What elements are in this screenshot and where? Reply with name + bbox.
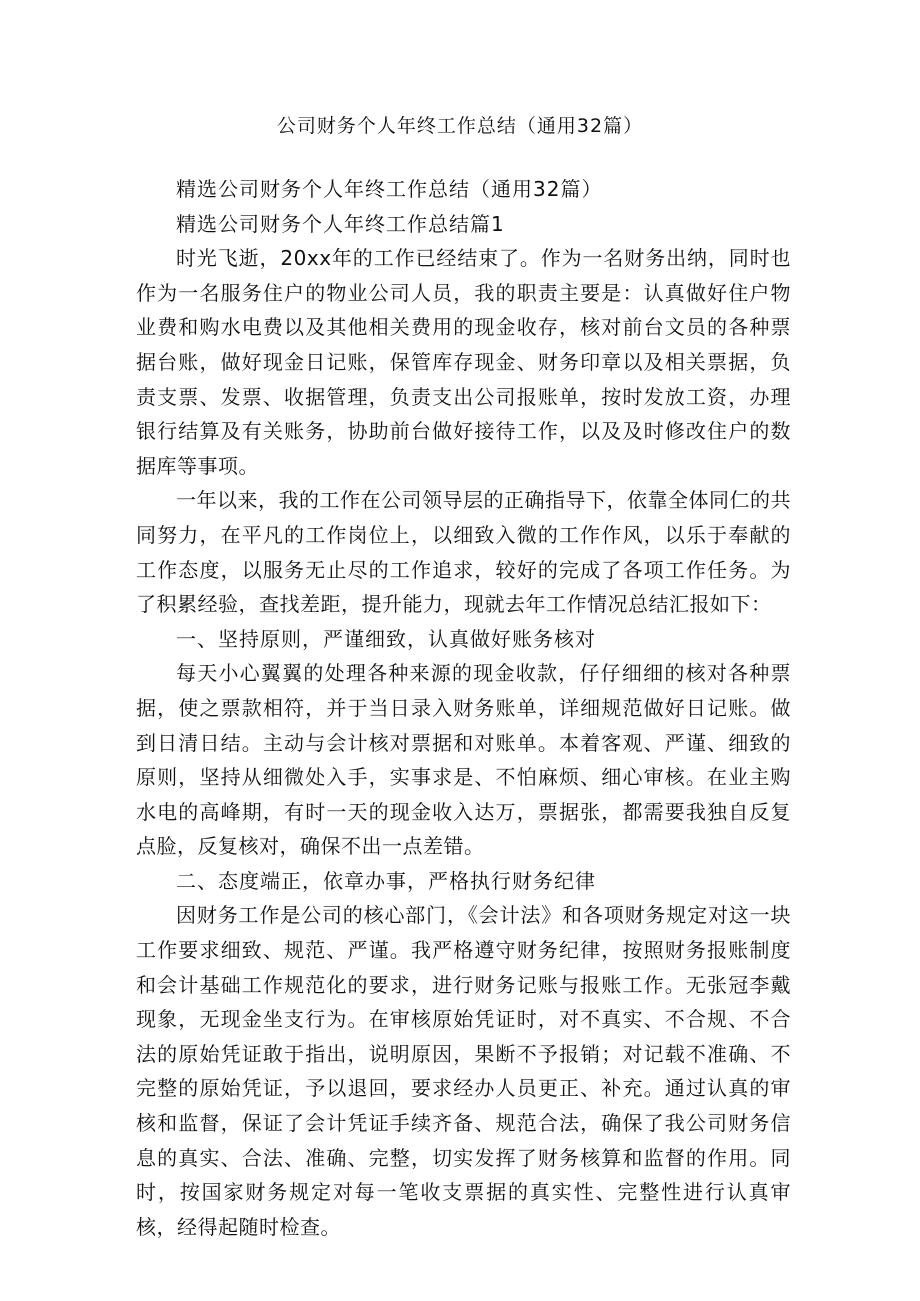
- paragraph: 一年以来，我的工作在公司领导层的正确指导下，依靠全体同仁的共同努力，在平凡的工作岗位上，以细致入微的工作作风，以乐于奉献的工作态度，以服务无止尽的工作追求，较好的完成了各项工作任务。为了积累经验，查找差距，提升能力，现就去年工作情况总结汇报如下：: [136, 488, 791, 617]
- paragraph: 每天小心翼翼的处理各种来源的现金收款，仔仔细细的核对各种票据，使之票款相符，并于当日录入财务账单，详细规范做好日记账。做到日清日结。主动与会计核对票据和对账单。本着客观、严谨、细致的原则，坚持从细微处入手，实事求是、不怕麻烦、细心审核。在业主购水电的高峰期，有时一天的现金收入达万，票据张，都需要我独自反复点脸，反复核对，确保不出一点差错。: [136, 661, 791, 859]
- section-heading: 精选公司财务个人年终工作总结篇1: [176, 211, 505, 236]
- document-title: 公司财务个人年终工作总结（通用32篇）: [276, 115, 644, 137]
- paragraph: 时光飞逝，20xx年的工作已经结束了。作为一名财务出纳，同时也作为一名服务住户的物业公司人员，我的职责主要是：认真做好住户物业费和购水电费以及其他相关费用的现金收存，核对前台文员的各种票据台账，做好现金日记账，保管库存现金、财务印章以及相关票据，负责支票、发票、收据管理，负责支出公司报账单，按时发放工资，办理银行结算及有关账务，协助前台做好接待工作，以及及时修改住户的数据库等事项。: [136, 246, 791, 478]
- section-heading: 二、态度端正，依章办事，严格执行财务纪律: [176, 868, 596, 893]
- subtitle: 精选公司财务个人年终工作总结（通用32篇）: [176, 177, 603, 201]
- paragraph: 因财务工作是公司的核心部门，《会计法》和各项财务规定对这一块工作要求细致、规范、严谨。我严格遵守财务纪律，按照财务报账制度和会计基础工作规范化的要求，进行财务记账与报账工作。无张冠李戴现象，无现金坐支行为。在审核原始凭证时，对不真实、不合规、不合法的原始凭证敢于指出，说明原因，果断不予报销；对记载不准确、不完整的原始凭证，予以退回，要求经办人员更正、补充。通过认真的审核和监督，保证了会计凭证手续齐备、规范合法，确保了我公司财务信息的真实、合法、准确、完整，切实发挥了财务核算和监督的作用。同时，按国家财务规定对每一笔收支票据的真实性、完整性进行认真审核，经得起随时检查。: [136, 903, 791, 1239]
- document-body: [136, 172, 791, 1244]
- section-heading: 一、坚持原则，严谨细致，认真做好账务核对: [176, 626, 596, 651]
